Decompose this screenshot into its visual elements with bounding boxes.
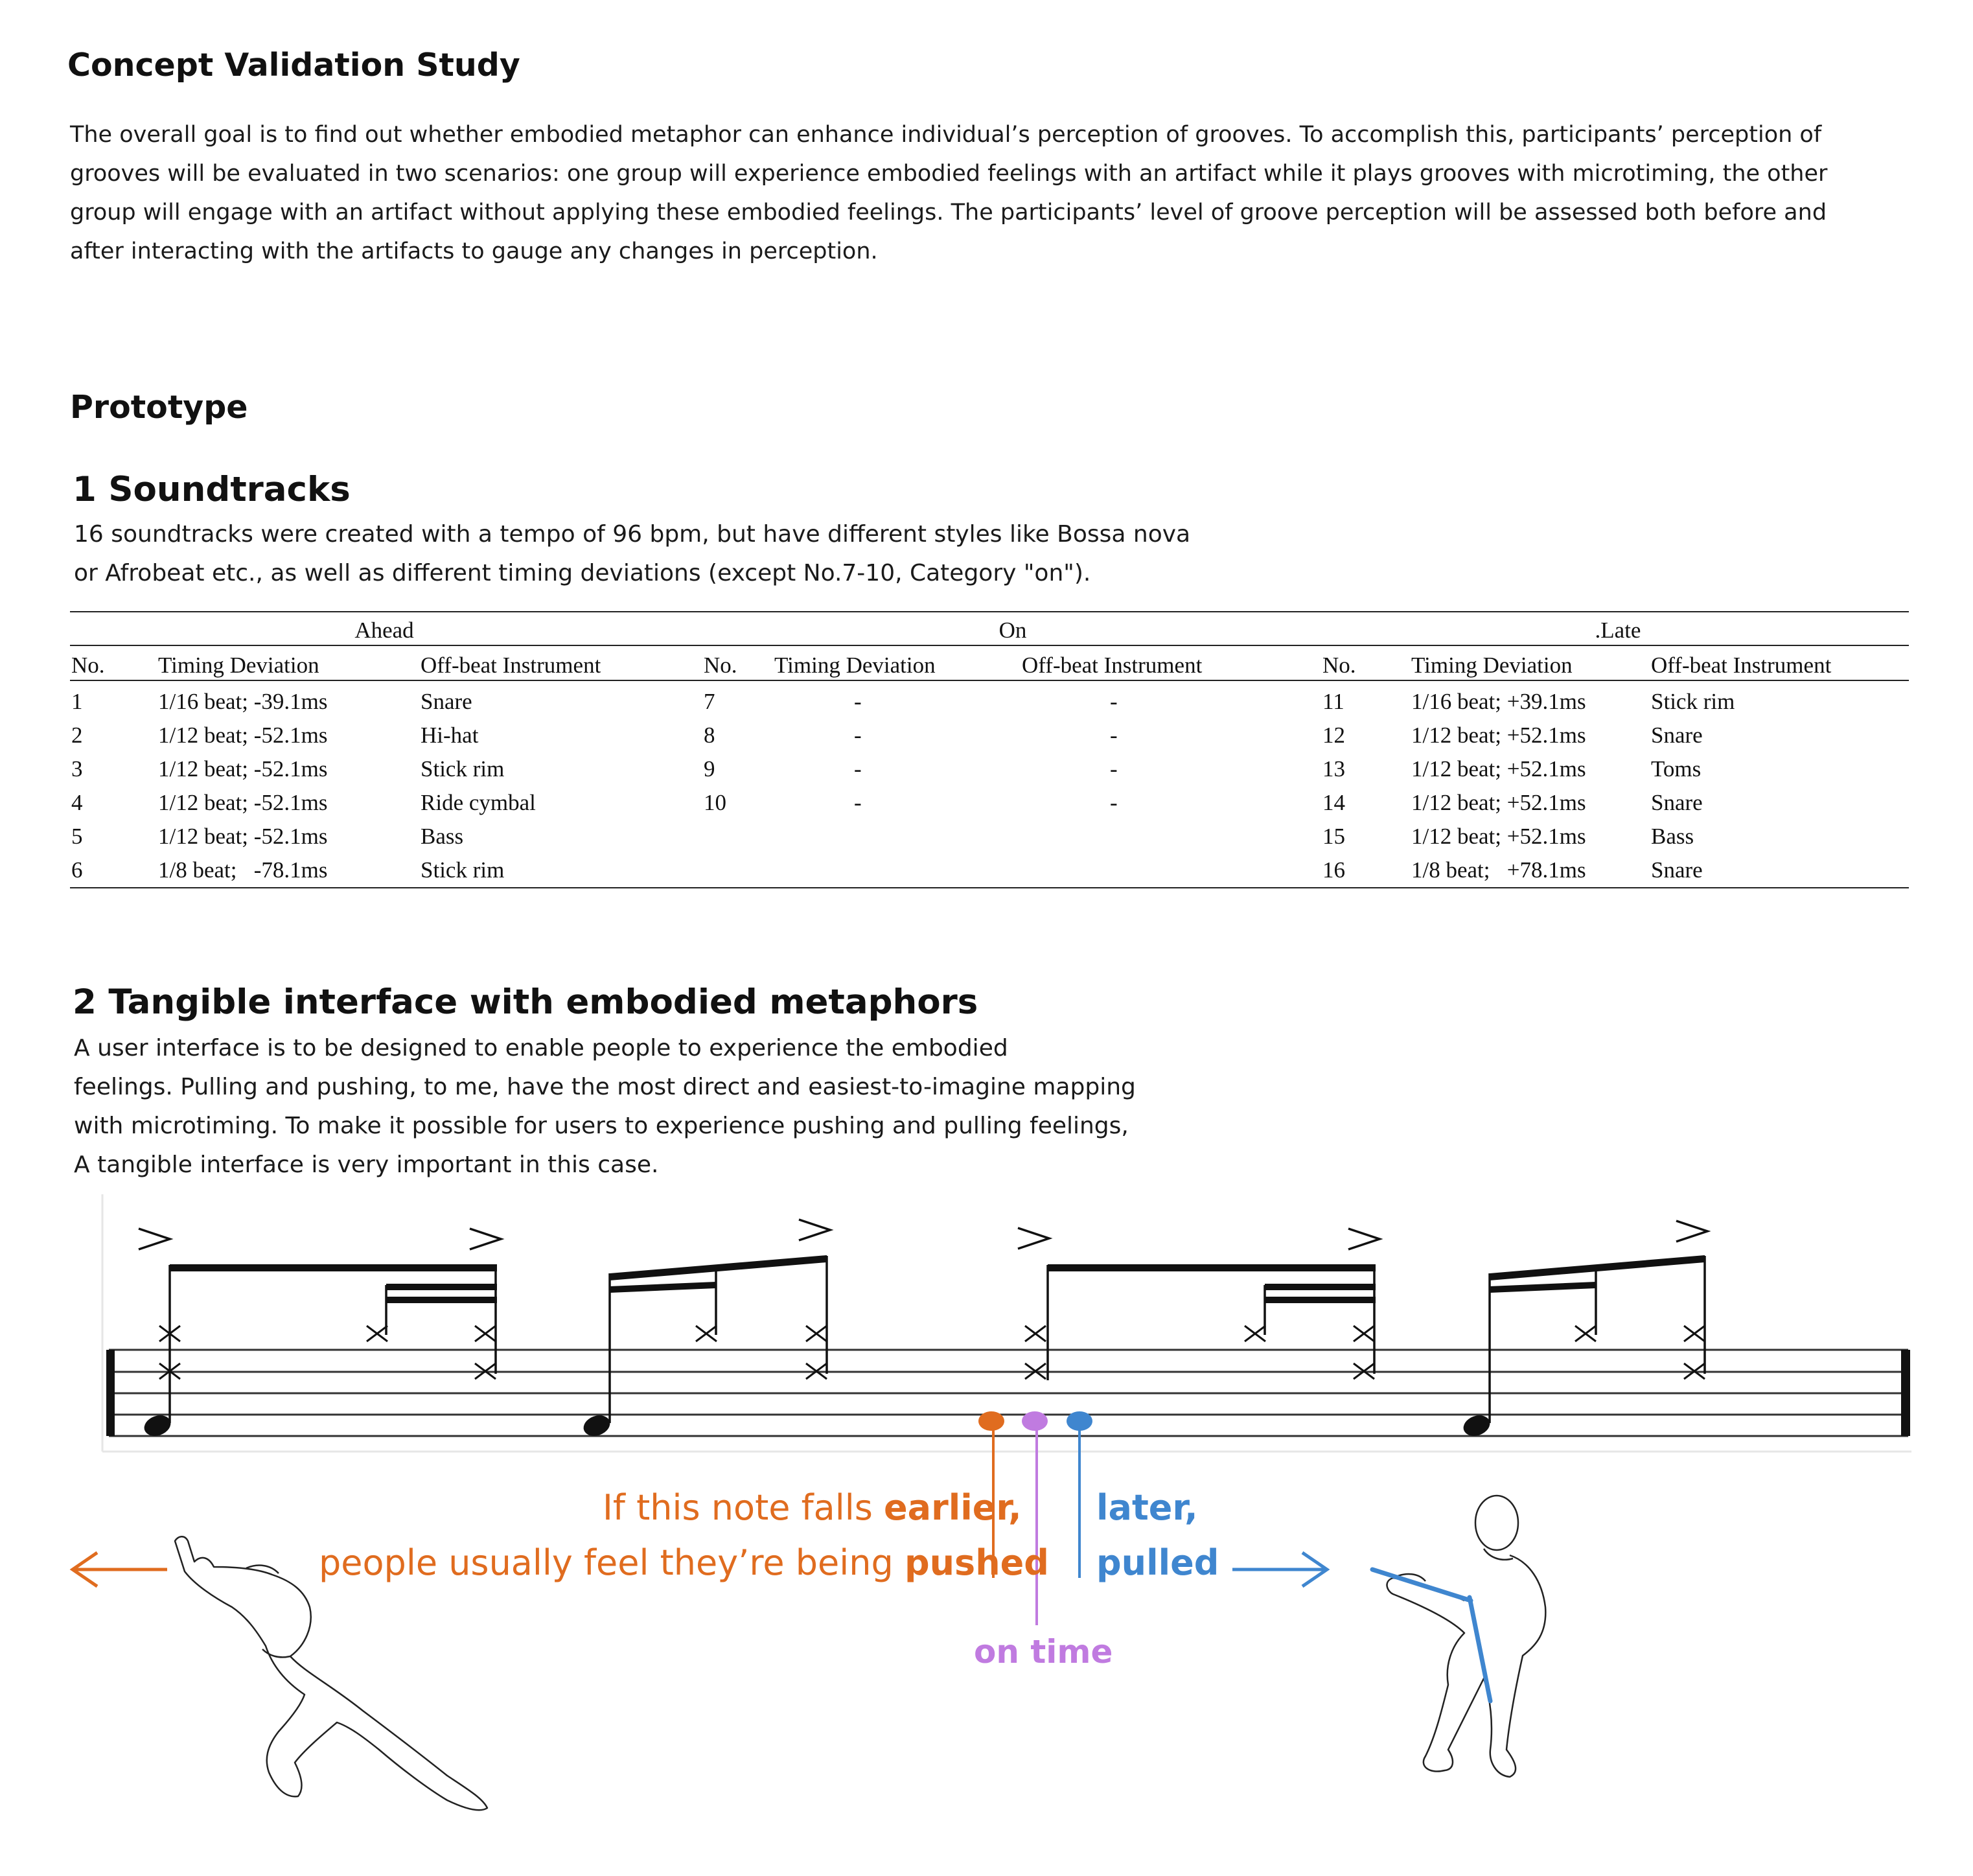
- table-cell: Toms: [1651, 756, 1702, 782]
- group-on: On: [998, 618, 1027, 643]
- table-cell: Bass: [421, 824, 464, 849]
- pushed-emphasis: pushed: [904, 1542, 1049, 1583]
- table-cell: 10: [704, 790, 726, 815]
- header-offbeat-instrument: Off-beat Instrument: [1022, 653, 1203, 678]
- header-timing-deviation: Timing Deviation: [158, 653, 319, 678]
- table-cell: 14: [1322, 790, 1345, 815]
- table-cell: 1/12 beat; +52.1ms: [1411, 824, 1586, 849]
- table-cell: 1/12 beat; +52.1ms: [1411, 723, 1586, 748]
- push-arrow: [73, 1553, 167, 1586]
- header-no: No.: [71, 653, 105, 678]
- table-cell: Snare: [1651, 857, 1703, 883]
- table-cell: Snare: [1651, 723, 1703, 748]
- header-offbeat-instrument: Off-beat Instrument: [1651, 653, 1832, 678]
- table-cell: -: [1110, 689, 1118, 714]
- table-cell: 1/8 beat; -78.1ms: [158, 857, 328, 883]
- table-cell: -: [1110, 756, 1118, 782]
- table-cell: Bass: [1651, 824, 1694, 849]
- table-cell: -: [854, 723, 862, 748]
- table-cell: Hi-hat: [421, 723, 479, 748]
- tangible-line: with microtiming. To make it possible for users to experience pushing and pulling feelings,: [74, 1113, 1129, 1139]
- tangible-line: A user interface is to be designed to enable people to experience the embodied: [74, 1035, 1008, 1061]
- page-title: Concept Validation Study: [67, 47, 520, 84]
- pushed-text: people usually feel they’re being: [319, 1542, 905, 1583]
- prototype-heading: Prototype: [70, 389, 248, 426]
- table-cell: 1/8 beat; +78.1ms: [1411, 857, 1586, 883]
- pull-arrow: [1232, 1553, 1327, 1586]
- table-cell: 1/12 beat; -52.1ms: [158, 756, 328, 782]
- pulling-person-icon: [1387, 1496, 1546, 1777]
- table-cell: 11: [1322, 689, 1344, 714]
- earlier-label: [603, 1487, 1022, 1528]
- table-cell: 1/12 beat; -52.1ms: [158, 723, 328, 748]
- table-cell: 5: [71, 824, 83, 849]
- table-cell: Snare: [421, 689, 472, 714]
- beams: [170, 1255, 1705, 1303]
- table-cell: 1: [71, 689, 83, 714]
- table-cell: 6: [71, 857, 83, 883]
- intro-paragraph: The overall goal is to find out whether embodied metaphor can enhance individual’s perception of grooves. To accomplish this, participants’ perception of grooves will be evaluated in two scenarios: one group will experience embodied feelings with an artifact while it plays grooves with microtiming, the other group will engage with an artifact without applying these embodied feelings. The participants’ level of groove perception will be assessed both before and after interacting with the artifacts to gauge any changes in perception.: [70, 122, 1828, 264]
- table-cell: Stick rim: [421, 756, 505, 782]
- table-cell: 13: [1322, 756, 1345, 782]
- table-cell: 1/12 beat; -52.1ms: [158, 790, 328, 815]
- table-cell: 12: [1322, 723, 1345, 748]
- rope: [1372, 1569, 1490, 1701]
- table-cell: 15: [1322, 824, 1345, 849]
- table-cell: 16: [1322, 857, 1345, 883]
- table-cell: 1/12 beat; +52.1ms: [1411, 790, 1586, 815]
- table-cell: -: [1110, 790, 1118, 815]
- table-cell: 4: [71, 790, 83, 815]
- table-cell: Stick rim: [421, 857, 505, 883]
- earlier-emphasis: earlier,: [884, 1487, 1022, 1528]
- soundtracks-line: 16 soundtracks were created with a tempo of 96 bpm, but have different styles like Bossa nova: [74, 521, 1191, 548]
- header-timing-deviation: Timing Deviation: [1411, 653, 1573, 678]
- table-cell: 8: [704, 723, 715, 748]
- table-cell: 3: [71, 756, 83, 782]
- table-cell: 1/16 beat; +39.1ms: [1411, 689, 1586, 714]
- table-cell: 9: [704, 756, 715, 782]
- tangible-line: A tangible interface is very important in this case.: [74, 1152, 659, 1178]
- table-cell: 1/16 beat; -39.1ms: [158, 689, 328, 714]
- header-no: No.: [704, 653, 737, 678]
- table-cell: 7: [704, 689, 715, 714]
- later-label: later,: [1096, 1487, 1198, 1528]
- table-cell: -: [854, 756, 862, 782]
- pushed-label: [319, 1542, 1049, 1583]
- table-cell: Ride cymbal: [421, 790, 536, 815]
- header-no: No.: [1322, 653, 1356, 678]
- soundtracks-line: or Afrobeat etc., as well as different timing deviations (except No.7-10, Category "on").: [74, 560, 1091, 586]
- table-cell: 1/12 beat; -52.1ms: [158, 824, 328, 849]
- group-late: .Late: [1595, 618, 1641, 643]
- table-cell: 2: [71, 723, 83, 748]
- header-offbeat-instrument: Off-beat Instrument: [421, 653, 601, 678]
- earlier-text: If this note falls: [603, 1487, 884, 1528]
- table-cell: -: [1110, 723, 1118, 748]
- drum-staff: [106, 1350, 1910, 1436]
- table-cell: 1/12 beat; +52.1ms: [1411, 756, 1586, 782]
- soundtracks-heading: 1 Soundtracks: [73, 470, 351, 509]
- header-timing-deviation: Timing Deviation: [774, 653, 936, 678]
- on-time-label: on time: [974, 1633, 1113, 1671]
- tangible-line: feelings. Pulling and pushing, to me, have the most direct and easiest-to-imagine mapping: [74, 1074, 1136, 1100]
- table-cell: Stick rim: [1651, 689, 1735, 714]
- table-cell: -: [854, 790, 862, 815]
- table-cell: Snare: [1651, 790, 1703, 815]
- table-cell: -: [854, 689, 862, 714]
- pulled-label: pulled: [1096, 1542, 1219, 1583]
- tangible-heading: 2 Tangible interface with embodied metaphors: [73, 982, 978, 1022]
- group-ahead: Ahead: [354, 618, 414, 643]
